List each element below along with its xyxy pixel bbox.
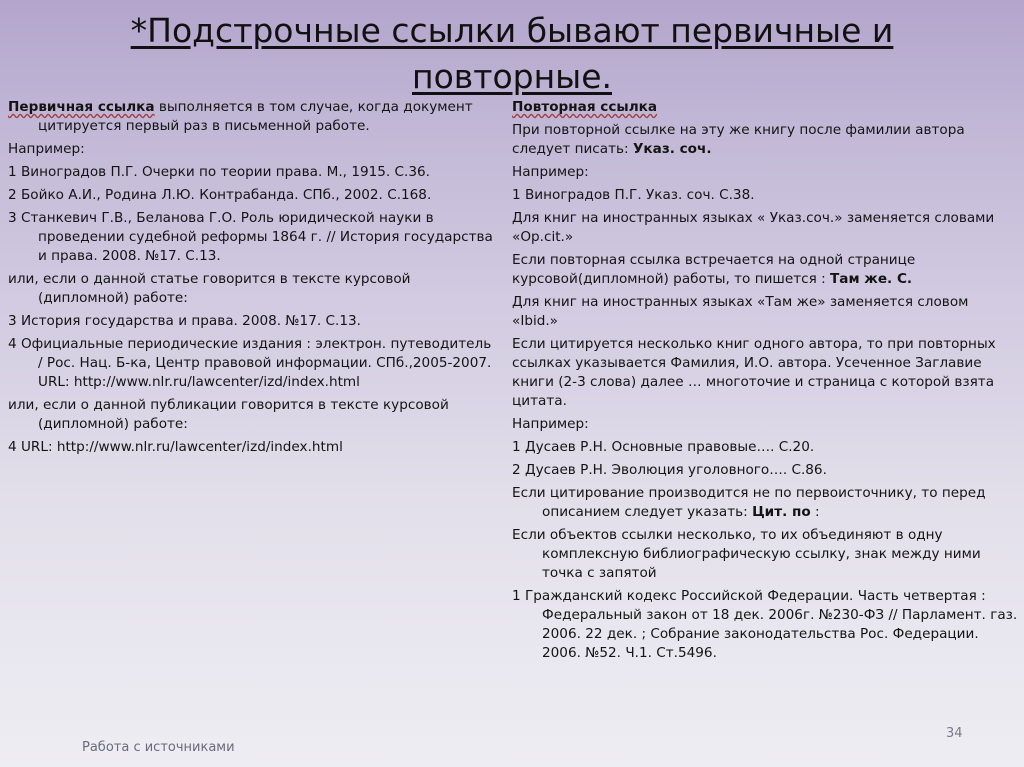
ref-item: 4 URL: http://www.nlr.ru/lawcenter/izd/index.html — [8, 439, 343, 455]
footer-text: Работа с источниками — [82, 740, 235, 755]
ref-item: 2 Бойко А.И., Родина Л.Ю. Контрабанда. СПб., 2002. С.168. — [8, 187, 432, 203]
ref-item: 1 Гражданский кодекс Российской Федерации. Часть четвертая : Федеральный закон от 18 дек. 2006г. №230-ФЗ // Парламент. газ. 2006. 22 дек. ; Собрание законодательства Рос. Федерации. 2006. №52. Ч.1. Ст.5496. — [512, 588, 1018, 661]
primary-ref-term: Первичная ссылка — [8, 99, 155, 115]
ref-item: 4 Официальные периодические издания : электрон. путеводитель / Рос. Нац. Б-ка, Центр правовой информации. СПб.,2005-2007. URL: http://www.nlr.ru/lawcenter/izd/index.html — [8, 336, 492, 390]
cit-rule: Если цитирование производится не по первоисточнику, то перед описанием следует указать: Цит. по : — [512, 485, 986, 520]
note-text: Для книг на иностранных языках « Указ.соч.» заменяется словами «Op.cit.» — [512, 210, 995, 245]
right-column — [512, 98, 1018, 667]
ref-item: 2 Дусаев Р.Н. Эволюция уголовного…. С.86. — [512, 462, 827, 478]
example-label: Например: — [8, 141, 85, 157]
left-column — [8, 98, 500, 461]
ref-item: 1 Виноградов П.Г. Очерки по теории права. М., 1915. С.36. — [8, 164, 430, 180]
example-label: Например: — [512, 416, 589, 432]
primary-ref-definition: Первичная ссылка выполняется в том случае, когда документ цитируется первый раз в письменной работе. — [8, 99, 473, 134]
note-text: Для книг на иностранных языках «Там же» заменяется словом «Ibid.» — [512, 294, 969, 329]
ref-item: 1 Дусаев Р.Н. Основные правовые…. С.20. — [512, 439, 815, 455]
title-line-2: повторные. — [412, 57, 612, 96]
same-page-rule: Если повторная ссылка встречается на одной странице курсовой(дипломной) работы, то пишется : Там же. С. — [512, 252, 916, 287]
title-line-1: *Подстрочные ссылки бывают первичные и — [130, 11, 894, 50]
repeat-ref-rule: При повторной ссылке на эту же книгу после фамилии автора следует писать: Указ. соч. — [512, 122, 965, 157]
note-text: Если объектов ссылки несколько, то их объединяют в одну комплексную библиографическую ссылку, знак между ними точка с запятой — [512, 527, 981, 581]
page-number: 34 — [946, 726, 963, 741]
note-text: Если цитируется несколько книг одного автора, то при повторных ссылках указывается Фамилия, И.О. автора. Усеченное Заглавие книги (2-3 слова) далее … многоточие и страница с которой взята цитата. — [512, 336, 996, 409]
note-text: или, если о данной статье говорится в тексте курсовой (дипломной) работе: — [8, 271, 411, 306]
ref-item: 3 История государства и права. 2008. №17. С.13. — [8, 313, 361, 329]
example-label: Например: — [512, 164, 589, 180]
slide-title — [0, 8, 1024, 100]
ref-item: 1 Виноградов П.Г. Указ. соч. С.38. — [512, 187, 755, 203]
note-text: или, если о данной публикации говорится в тексте курсовой (дипломной) работе: — [8, 397, 449, 432]
repeat-ref-heading: Повторная ссылка — [512, 99, 658, 115]
ref-item: 3 Станкевич Г.В., Беланова Г.О. Роль юридической науки в проведении судебной реформы 1864 г. // История государства и права. 2008. №17. С.13. — [8, 210, 493, 264]
